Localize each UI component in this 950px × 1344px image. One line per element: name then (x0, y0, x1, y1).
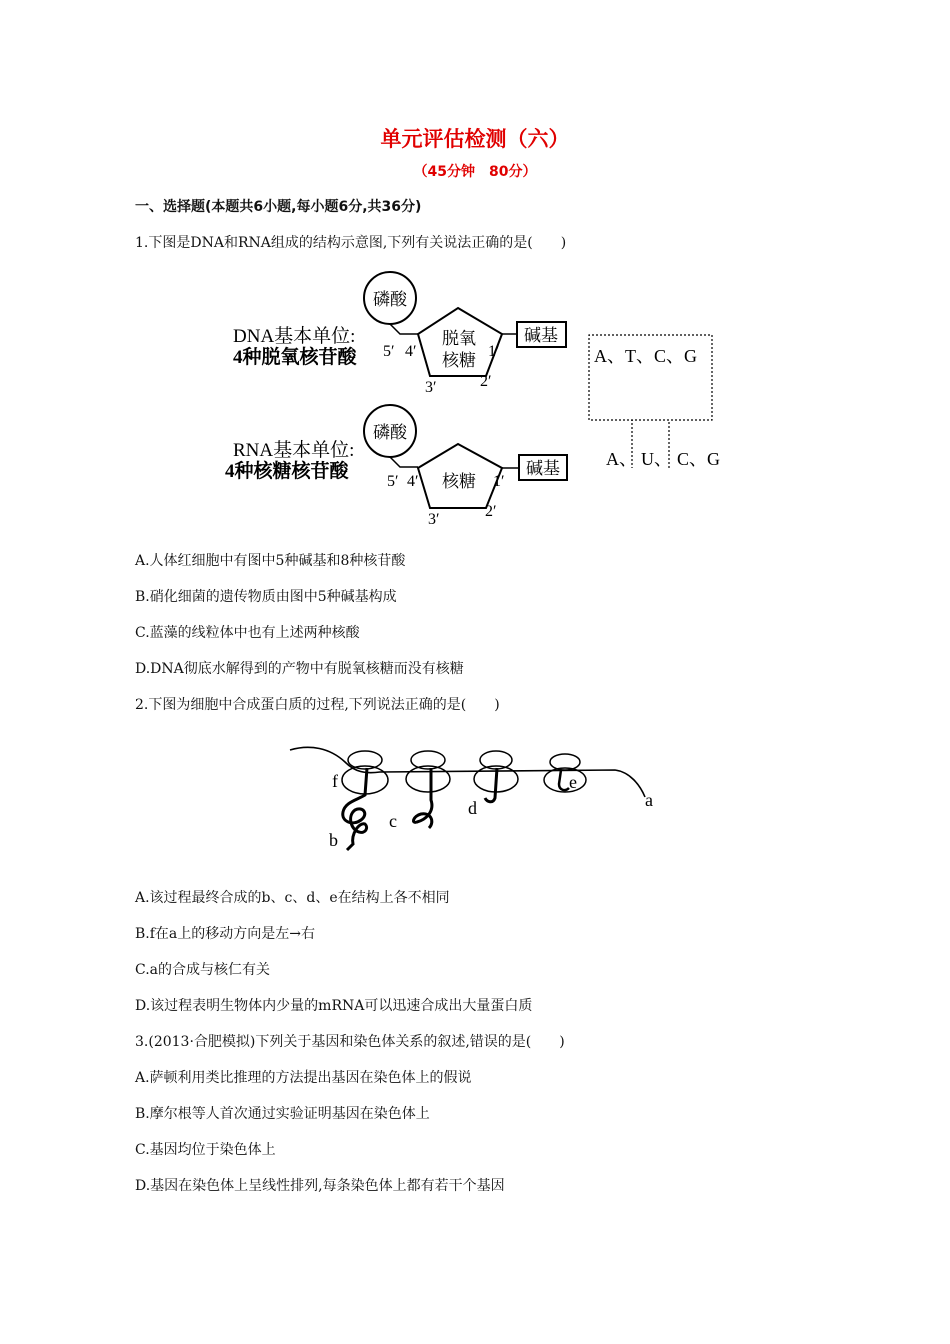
rna-bases-cg: C、G (677, 449, 721, 469)
carbon-5-label: 5′ (383, 343, 395, 360)
label-f: f (332, 771, 338, 791)
q3-option-a: A.萨顿利用类比推理的方法提出基因在染色体上的假说 (135, 1070, 472, 1086)
q1-option-a: A.人体红细胞中有图中5种碱基和8种核苷酸 (135, 553, 406, 569)
deoxyribose-label-1: 脱氧 (442, 329, 476, 348)
page-title: 单元评估检测（六） (380, 127, 570, 151)
ribosome-4 (544, 754, 586, 792)
polypeptide-d (485, 768, 497, 802)
carbon-2-label: 2′ (485, 503, 497, 520)
label-c: c (389, 811, 397, 831)
rna-unit-label: RNA基本单位: (233, 440, 355, 461)
carbon-4-label: 4′ (405, 343, 417, 360)
label-d: d (468, 798, 477, 818)
q2-option-b: B.f在a上的移动方向是左→右 (135, 926, 315, 942)
dna-unit-label: DNA基本单位: (233, 326, 356, 347)
carbon-2-label: 2′ (480, 373, 492, 390)
label-b: b (329, 830, 338, 850)
bond-line (390, 457, 418, 467)
q2-option-a: A.该过程最终合成的b、c、d、e在结构上各不相同 (135, 890, 450, 906)
q2-option-c: C.a的合成与核仁有关 (135, 962, 271, 978)
q1-option-d: D.DNA彻底水解得到的产物中有脱氧核糖而没有核糖 (135, 661, 464, 677)
label-a: a (645, 790, 653, 810)
dna-unit-label-2: 4种脱氧核苷酸 (233, 347, 357, 368)
q1-option-b: B.硝化细菌的遗传物质由图中5种碱基构成 (135, 589, 397, 605)
carbon-1-label: 1′ (488, 343, 500, 360)
phosphate-label-dna: 磷酸 (373, 290, 407, 309)
label-e: e (569, 772, 577, 792)
carbon-3-label: 3′ (425, 379, 437, 396)
figure-1-nucleotide-structure (220, 268, 740, 530)
deoxyribose-label-2: 核糖 (442, 351, 476, 370)
rna-bases-u: U、 (641, 449, 672, 469)
figure-2-translation-polysome (285, 740, 665, 855)
carbon-5-label: 5′ (387, 473, 399, 490)
bond-line (390, 324, 418, 334)
q3-option-d: D.基因在染色体上呈线性排列,每条染色体上都有若干个基因 (135, 1178, 505, 1194)
carbon-1-label: 1′ (493, 473, 505, 490)
ribose-label: 核糖 (442, 472, 476, 491)
question-2-stem: 2.下图为细胞中合成蛋白质的过程,下列说法正确的是( ) (135, 697, 500, 713)
polypeptide-e (559, 770, 569, 790)
q3-option-b: B.摩尔根等人首次通过实验证明基因在染色体上 (135, 1106, 430, 1122)
carbon-4-label: 4′ (407, 473, 419, 490)
phosphate-label-rna: 磷酸 (373, 423, 407, 442)
q1-option-c: C.蓝藻的线粒体中也有上述两种核酸 (135, 625, 360, 641)
page-subtitle: （45分钟 80分） (413, 164, 537, 180)
polypeptide-b (343, 768, 367, 850)
polypeptide-c (414, 768, 432, 828)
q2-option-d: D.该过程表明生物体内少量的mRNA可以迅速合成出大量蛋白质 (135, 998, 533, 1014)
mrna-strand (290, 747, 645, 797)
base-label-rna: 碱基 (526, 459, 560, 478)
carbon-3-label: 3′ (428, 511, 440, 528)
question-1-stem: 1.下图是DNA和RNA组成的结构示意图,下列有关说法正确的是( ) (135, 235, 567, 251)
q3-option-c: C.基因均位于染色体上 (135, 1142, 276, 1158)
section-heading: 一、选择题(本题共6小题,每小题6分,共36分) (135, 199, 422, 215)
rna-unit-label-2: 4种核糖核苷酸 (225, 461, 349, 482)
rna-bases-a: A、 (606, 449, 637, 469)
dna-bases-text: A、T、C、G (594, 346, 697, 366)
base-label-dna: 碱基 (524, 326, 558, 345)
question-3-stem: 3.(2013·合肥模拟)下列关于基因和染色体关系的叙述,错误的是( ) (135, 1034, 565, 1050)
